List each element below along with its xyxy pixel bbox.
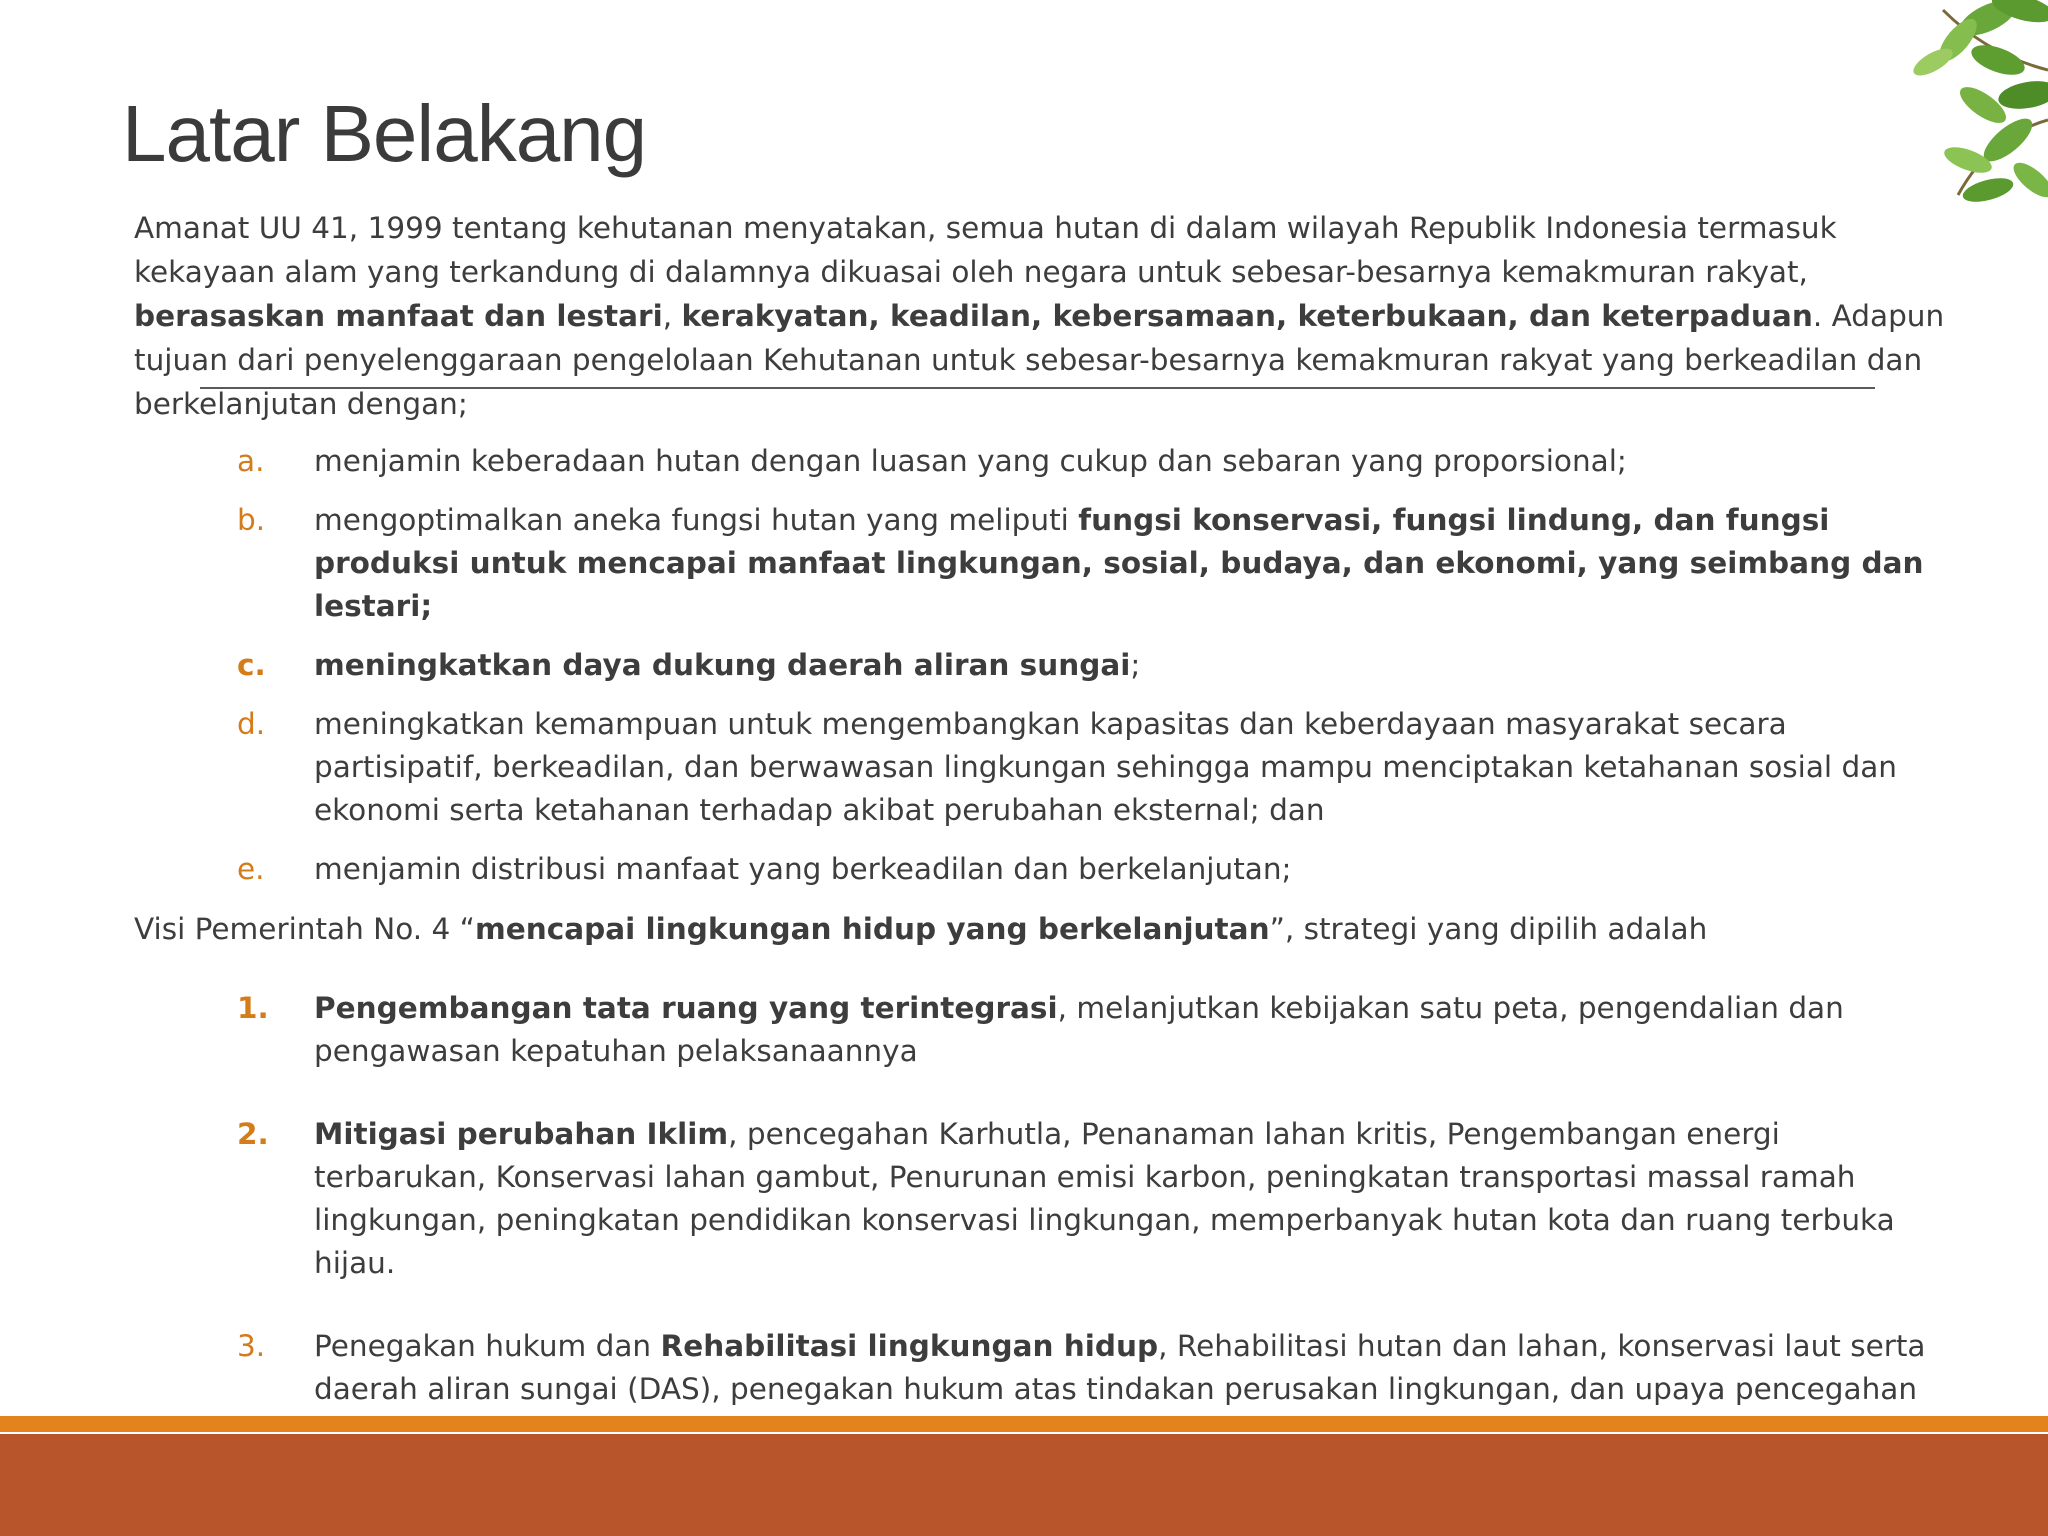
footer-accent-band <box>0 1416 2048 1432</box>
tujuan-item-e <box>134 848 1954 891</box>
footer-band <box>0 1434 2048 1536</box>
list-marker: 3. <box>237 1329 266 1363</box>
slide-title: Latar Belakang <box>122 89 647 178</box>
tujuan-item-c <box>134 644 1954 687</box>
visi-text-pre: Visi Pemerintah No. 4 “ <box>134 912 475 946</box>
intro-bold-1: berasaskan manfaat dan lestari <box>134 299 663 333</box>
intro-text-1: Amanat UU 41, 1999 tentang kehutanan menyatakan, semua hutan di dalam wilayah Republik Indonesia termasuk kekayaan alam yang terkandung di dalamnya dikuasai oleh negara untuk sebesar-besarnya kemakmuran rakyat, <box>134 211 1837 289</box>
list-item-bold: Mitigasi perubahan Iklim <box>314 1117 729 1151</box>
strategi-item-2 <box>134 1113 1954 1285</box>
list-item-bold: meningkatkan daya dukung daerah aliran sungai <box>314 648 1131 682</box>
slide-body <box>134 206 1954 1494</box>
strategi-list <box>134 987 1954 1454</box>
list-marker: 2. <box>237 1117 269 1151</box>
tujuan-item-d <box>134 703 1954 832</box>
list-marker: 1. <box>237 991 269 1025</box>
list-marker: c. <box>237 648 266 682</box>
list-item-text: , pencegahan Karhutla, Penanaman lahan kritis, Pengembangan energi terbarukan, Konservasi lahan gambut, Penurunan emisi karbon, peningkatan transportasi massal ramah lingkungan, peningkatan pendidikan konservasi lingkungan, memperbanyak hutan kota dan ruang terbuka hijau. <box>314 1117 1895 1280</box>
tujuan-item-a <box>134 440 1954 483</box>
tujuan-list <box>134 440 1954 891</box>
list-marker: e. <box>237 852 265 886</box>
list-item-bold: fungsi konservasi, fungsi lindung, dan fungsi produksi untuk mencapai manfaat lingkungan, sosial, budaya, dan ekonomi, yang seimbang dan lestari; <box>314 503 1924 623</box>
intro-paragraph <box>134 206 1954 426</box>
leaf-branch-decoration <box>1758 0 2048 210</box>
intro-text-3: . Adapun tujuan dari penyelenggaraan pengelolaan Kehutanan untuk sebesar-besarnya kemakmuran rakyat yang berkeadilan dan berkelanjutan dengan; <box>134 299 1945 421</box>
list-item-text: mengoptimalkan aneka fungsi hutan yang meliputi <box>314 503 1079 537</box>
visi-paragraph <box>134 907 1954 951</box>
list-item-text: menjamin keberadaan hutan dengan luasan yang cukup dan sebaran yang proporsional; <box>314 444 1627 478</box>
list-item-text: ; <box>1130 648 1141 682</box>
list-marker: d. <box>237 707 266 741</box>
list-item-text: , Rehabilitasi hutan dan lahan, konservasi laut serta daerah aliran sungai (DAS), penegakan hukum atas tindakan perusakan lingkungan, dan upaya pencegahan <box>314 1329 1926 1406</box>
list-item-bold: Pengembangan tata ruang yang terintegrasi <box>314 991 1058 1025</box>
list-marker: b. <box>237 503 266 537</box>
strategi-item-1 <box>134 987 1954 1073</box>
visi-text-post: ”, strategi yang dipilih adalah <box>1269 912 1708 946</box>
tujuan-item-b <box>134 499 1954 628</box>
list-item-text: Penegakan hukum dan <box>314 1329 661 1363</box>
list-marker: a. <box>237 444 265 478</box>
list-item-text: meningkatkan kemampuan untuk mengembangkan kapasitas dan keberdayaan masyarakat secara partisipatif, berkeadilan, dan berwawasan lingkungan sehingga mampu menciptakan ketahanan sosial dan ekonomi serta ketahanan terhadap akibat perubahan eksternal; dan <box>314 707 1897 827</box>
list-item-bold: Rehabilitasi lingkungan hidup <box>660 1329 1159 1363</box>
intro-text-2: , <box>662 299 682 333</box>
list-item-text: , melanjutkan kebijakan satu peta, pengendalian dan pengawasan kepatuhan pelaksanaannya <box>314 991 1844 1068</box>
intro-bold-2: kerakyatan, keadilan, kebersamaan, keterbukaan, dan keterpaduan <box>681 299 1813 333</box>
list-item-text: menjamin distribusi manfaat yang berkeadilan dan berkelanjutan; <box>314 852 1292 886</box>
visi-bold: mencapai lingkungan hidup yang berkelanjutan <box>474 912 1270 946</box>
